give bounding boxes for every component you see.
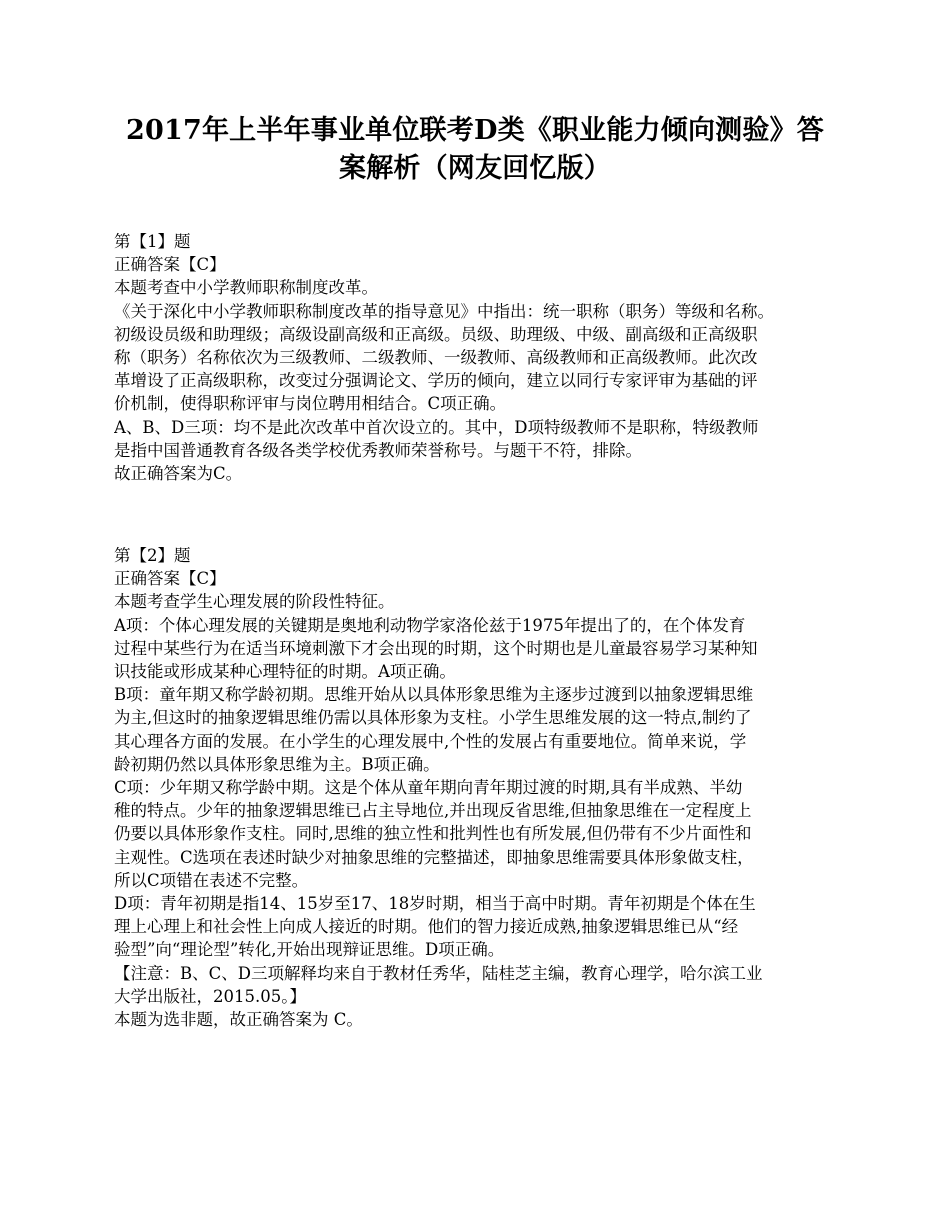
document-title bbox=[100, 112, 850, 188]
topic-line: 本题考查中小学教师职称制度改革。 bbox=[114, 278, 378, 298]
explanation-line: 龄初期仍然以具体形象思维为主。B项正确。 bbox=[114, 754, 440, 774]
explanation-line: 主观性。C选项在表述时缺少对抽象思维的完整描述，即抽象思维需要具体形象做支柱， bbox=[114, 847, 754, 867]
explanation-line: 稚的特点。少年的抽象逻辑思维已占主导地位,并出现反省思维,但抽象思维在一定程度上 bbox=[114, 801, 752, 821]
explanation-line: 《关于深化中小学教师职称制度改革的指导意见》中指出：统一职称（职务）等级和名称。 bbox=[114, 301, 774, 321]
question-number: 第【2】题 bbox=[114, 546, 191, 565]
topic-line: 本题考查学生心理发展的阶段性特征。 bbox=[114, 592, 395, 612]
explanation-line: A项：个体心理发展的关键期是奥地利动物学家洛伦兹于1975年提出了的，在个体发育 bbox=[114, 615, 746, 635]
title-line: 2017年上半年事业单位联考D类《职业能力倾向测验》答 bbox=[126, 115, 824, 146]
question-1-block bbox=[114, 230, 842, 485]
explanation-line: 仍要以具体形象作支柱。同时,思维的独立性和批判性也有所发展,但仍带有不少片面性和 bbox=[114, 824, 752, 844]
explanation-line: 初级设员级和助理级；高级设副高级和正高级。员级、助理级、中级、副高级和正高级职 bbox=[114, 324, 758, 344]
note-line: 【注意：B、C、D三项解释均来自于教材任秀华，陆桂芝主编，教育心理学，哈尔滨工业 bbox=[114, 963, 763, 983]
explanation-line: 革增设了正高级职称，改变过分强调论文、学历的倾向，建立以同行专家评审为基础的评 bbox=[114, 371, 758, 391]
explanation-line: 其心理各方面的发展。在小学生的心理发展中,个性的发展占有重要地位。简单来说，学 bbox=[114, 731, 747, 751]
explanation-line: 是指中国普通教育各级各类学校优秀教师荣誉称号。与题干不符，排除。 bbox=[114, 440, 642, 460]
explanation-line: B项：童年期又称学龄初期。思维开始从以具体形象思维为主逐步过渡到以抽象逻辑思维 bbox=[114, 685, 754, 705]
explanation-line: 验型”向“理论型”转化,开始出现辩证思维。D项正确。 bbox=[114, 940, 505, 960]
conclusion-line: 本题为选非题，故正确答案为 C。 bbox=[114, 1010, 363, 1030]
explanation-line: 所以C项错在表述不完整。 bbox=[114, 870, 309, 890]
question-number: 第【1】题 bbox=[114, 232, 191, 251]
correct-answer: 正确答案【C】 bbox=[114, 569, 226, 589]
correct-answer: 正确答案【C】 bbox=[114, 255, 226, 275]
explanation-line: 识技能或形成某种心理特征的时期。A项正确。 bbox=[114, 662, 456, 682]
explanation-line: 为主,但这时的抽象逻辑思维仍需以具体形象为支柱。小学生思维发展的这一特点,制约了 bbox=[114, 708, 752, 728]
explanation-line: 理上心理上和社会性上向成人接近的时期。他们的智力接近成熟,抽象逻辑思维已从“经 bbox=[114, 917, 739, 937]
explanation-line: 称（职务）名称依次为三级教师、二级教师、一级教师、高级教师和正高级教师。此次改 bbox=[114, 348, 758, 368]
explanation-line: C项：少年期又称学龄中期。这是个体从童年期向青年期过渡的时期,具有半成熟、半幼 bbox=[114, 778, 743, 798]
explanation-line: A、B、D三项：均不是此次改革中首次设立的。其中，D项特级教师不是职称，特级教师 bbox=[114, 417, 759, 437]
title-line: 案解析（网友回忆版） bbox=[339, 153, 611, 184]
note-line: 大学出版社，2015.05。】 bbox=[114, 986, 306, 1006]
question-2-block bbox=[114, 544, 842, 1031]
explanation-line: 过程中某些行为在适当环境刺激下才会出现的时期，这个时期也是儿童最容易学习某种知 bbox=[114, 638, 758, 658]
explanation-line: D项：青年初期是指14、15岁至17、18岁时期，相当于高中时期。青年初期是个体在生 bbox=[114, 894, 756, 914]
conclusion-line: 故正确答案为C。 bbox=[114, 464, 243, 484]
explanation-line: 价机制，使得职称评审与岗位聘用相结合。C项正确。 bbox=[114, 394, 507, 414]
